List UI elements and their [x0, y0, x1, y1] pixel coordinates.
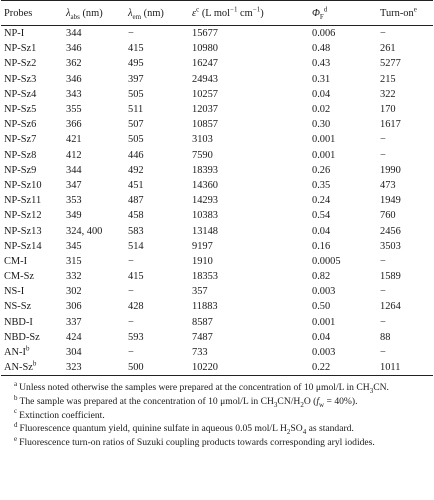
- abs-cell: 346: [66, 73, 82, 85]
- turn-on-cell: 88: [380, 331, 391, 343]
- table-row: [1, 117, 433, 132]
- quantum-yield-cell: 0.16: [312, 240, 331, 252]
- quantum-yield-cell: 0.35: [312, 179, 331, 191]
- probe-cell: NP-Sz7: [4, 134, 37, 146]
- turn-on-cell: 760: [380, 210, 396, 222]
- extinction-cell: 14360: [192, 179, 218, 191]
- quantum-yield-cell: 0.30: [312, 119, 331, 131]
- abs-cell: 362: [66, 58, 82, 70]
- table-row: [1, 178, 433, 193]
- turn-on-cell: 215: [380, 73, 396, 85]
- header-extinction: $\varepsilon^c$ (L mol$^{-1}$ $cm^{-1}$): [189, 1, 309, 26]
- table-row: [1, 330, 433, 345]
- table-row: [1, 163, 433, 178]
- probe-cell: NP-I: [4, 28, 25, 40]
- abs-cell: 346: [66, 43, 82, 55]
- table-row: [1, 315, 433, 330]
- quantum-yield-cell: 0.24: [312, 195, 331, 207]
- probe-cell: NP-Sz5: [4, 104, 37, 116]
- abs-cell: 412: [66, 149, 82, 161]
- table-row: [1, 269, 433, 284]
- abs-cell: 344: [66, 164, 82, 176]
- abs-cell: 343: [66, 88, 82, 100]
- turn-on-cell: −: [380, 316, 386, 328]
- abs-cell: 332: [66, 271, 82, 283]
- em-cell: −: [128, 28, 134, 40]
- abs-cell: 337: [66, 316, 82, 328]
- extinction-cell: 13148: [192, 225, 218, 237]
- table-row: [1, 360, 433, 376]
- table-row: [1, 26, 433, 42]
- table-row: [1, 223, 433, 238]
- turn-on-cell: 3503: [380, 240, 401, 252]
- table-row: [1, 56, 433, 71]
- table-row: [1, 208, 433, 223]
- em-cell: 505: [128, 88, 144, 100]
- table-row: [1, 284, 433, 299]
- quantum-yield-cell: 0.54: [312, 210, 331, 222]
- turn-on-cell: 1011: [377, 360, 433, 376]
- extinction-cell: 1910: [192, 255, 213, 267]
- extinction-cell: 357: [192, 286, 208, 298]
- extinction-cell: 10383: [192, 210, 218, 222]
- extinction-cell: 14293: [192, 195, 218, 207]
- em-cell: 415: [128, 43, 144, 55]
- extinction-cell: 24943: [192, 73, 218, 85]
- em-cell: 446: [128, 149, 144, 161]
- extinction-cell: 18393: [192, 164, 218, 176]
- em-cell: 492: [128, 164, 144, 176]
- quantum-yield-cell: 0.26: [312, 164, 331, 176]
- em-cell: 495: [128, 58, 144, 70]
- em-cell: 451: [128, 179, 144, 191]
- footnote-e: $^e$ Fluorescence turn-on ratios of Suzuki coupling products towards corresponding aryl iodides.: [14, 434, 375, 448]
- em-cell: −: [128, 316, 134, 328]
- photophysical-properties-table: [1, 0, 433, 376]
- turn-on-cell: 2456: [380, 225, 401, 237]
- abs-cell: 323: [63, 360, 125, 376]
- probe-cell: NP-Sz4: [4, 88, 37, 100]
- extinction-cell: 9197: [192, 240, 213, 252]
- em-cell: 511: [128, 104, 144, 116]
- table-header-row: [1, 1, 433, 26]
- turn-on-cell: 170: [380, 104, 396, 116]
- turn-on-cell: 1617: [380, 119, 401, 131]
- em-cell: 458: [128, 210, 144, 222]
- extinction-cell: 18353: [192, 271, 218, 283]
- em-cell: 505: [128, 134, 144, 146]
- probe-cell: NS-I: [4, 286, 25, 298]
- quantum-yield-cell: 0.50: [312, 301, 331, 313]
- turn-on-cell: −: [380, 347, 386, 359]
- table-row: [1, 102, 433, 117]
- em-cell: −: [128, 286, 134, 298]
- probe-cell: NP-Sz9: [4, 164, 37, 176]
- abs-cell: 345: [66, 240, 82, 252]
- quantum-yield-cell: 0.001: [312, 316, 336, 328]
- table-row: [1, 299, 433, 314]
- probe-cell: NS-Sz: [4, 301, 32, 313]
- quantum-yield-cell: 0.001: [312, 134, 336, 146]
- turn-on-cell: −: [380, 286, 386, 298]
- turn-on-cell: 1949: [380, 195, 401, 207]
- probe-cell: AN-Sz$^b$: [1, 360, 63, 376]
- em-cell: 507: [128, 119, 144, 131]
- quantum-yield-cell: 0.22: [309, 360, 377, 376]
- quantum-yield-cell: 0.04: [312, 331, 331, 343]
- turn-on-cell: 261: [380, 43, 396, 55]
- table-row: [1, 87, 433, 102]
- table-row: [1, 254, 433, 269]
- header-probes: Probes: [1, 1, 63, 26]
- turn-on-cell: 473: [380, 179, 396, 191]
- probe-cell: CM-I: [4, 255, 28, 267]
- quantum-yield-cell: 0.006: [312, 28, 336, 40]
- header-quantum-yield: $\Phi_F^d$: [309, 1, 377, 26]
- abs-cell: 344: [66, 28, 82, 40]
- turn-on-cell: −: [380, 255, 386, 267]
- em-cell: 500: [125, 360, 189, 376]
- extinction-cell: 3103: [192, 134, 213, 146]
- em-cell: −: [128, 255, 134, 267]
- probe-cell: $AN-I^b$: [4, 344, 30, 359]
- quantum-yield-cell: 0.0005: [312, 255, 341, 267]
- table-body: [1, 26, 433, 376]
- header-em: $\lambda_{em}$ (nm): [125, 1, 189, 26]
- em-cell: 415: [128, 271, 144, 283]
- extinction-cell: 10220: [189, 360, 309, 376]
- quantum-yield-cell: 0.31: [312, 73, 331, 85]
- probe-cell: NP-Sz2: [4, 58, 37, 70]
- em-cell: 593: [128, 331, 144, 343]
- turn-on-cell: −: [380, 134, 386, 146]
- extinction-cell: 11883: [192, 301, 218, 313]
- header-abs: $\lambda_{abs}$ (nm): [63, 1, 125, 26]
- abs-cell: 366: [66, 119, 82, 131]
- probe-cell: NBD-Sz: [4, 331, 40, 343]
- probe-cell: NP-Sz14: [4, 240, 42, 252]
- turn-on-cell: −: [380, 28, 386, 40]
- table-row: [1, 132, 433, 147]
- table-row: [1, 41, 433, 56]
- extinction-cell: 16247: [192, 58, 218, 70]
- footnote-c: $^c$ Extinction coefficient.: [14, 407, 105, 421]
- turn-on-cell: −: [380, 149, 386, 161]
- extinction-cell: 7487: [192, 331, 213, 343]
- footnote-d: $^d$ Fluorescence quantum yield, quinine sulfate in aqueous 0.05 mol/L $H_2SO_4$ as standard.: [14, 420, 354, 436]
- extinction-cell: 12037: [192, 104, 218, 116]
- probe-cell: NP-Sz12: [4, 210, 42, 222]
- turn-on-cell: 5277: [380, 58, 401, 70]
- extinction-cell: 733: [192, 347, 208, 359]
- table-row: [1, 148, 433, 163]
- footnote-a: $^a$ Unless noted otherwise the samples were prepared at the concentration of 10 μmol/L in $CH_3CN$.: [14, 380, 389, 396]
- em-cell: 514: [128, 240, 144, 252]
- quantum-yield-cell: 0.48: [312, 43, 331, 55]
- footnote-b: $^b$ The sample was prepared at the concentration of 10 μmol/L in $CH_3CN/H_2O$ $(f_w = 40\%)$.: [14, 393, 358, 409]
- quantum-yield-cell: 0.02: [312, 104, 331, 116]
- extinction-cell: 15677: [192, 28, 218, 40]
- em-cell: −: [128, 347, 134, 359]
- abs-cell: 302: [66, 286, 82, 298]
- probe-cell: NP-Sz11: [4, 195, 42, 207]
- table-row: [1, 72, 433, 87]
- abs-cell: 304: [66, 347, 82, 359]
- turn-on-cell: 322: [380, 88, 396, 100]
- abs-cell: 355: [66, 104, 82, 116]
- abs-cell: 424: [66, 331, 82, 343]
- abs-cell: 349: [66, 210, 82, 222]
- em-cell: 428: [128, 301, 144, 313]
- table-row: [1, 345, 433, 360]
- abs-cell: 324, 400: [66, 225, 103, 237]
- table-row: [1, 193, 433, 208]
- abs-cell: 306: [66, 301, 82, 313]
- quantum-yield-cell: 0.003: [312, 347, 336, 359]
- quantum-yield-cell: 0.001: [312, 149, 336, 161]
- turn-on-cell: 1589: [380, 271, 401, 283]
- quantum-yield-cell: 0.003: [312, 286, 336, 298]
- turn-on-cell: 1264: [380, 301, 401, 313]
- abs-cell: 421: [66, 134, 82, 146]
- abs-cell: 315: [66, 255, 82, 267]
- table-row: [1, 239, 433, 254]
- probe-cell: NP-Sz8: [4, 149, 37, 161]
- em-cell: 397: [128, 73, 144, 85]
- probe-footnote-mark: b: [32, 359, 37, 368]
- probe-cell: NP-Sz6: [4, 119, 37, 131]
- quantum-yield-cell: 0.43: [312, 58, 331, 70]
- probe-cell: NBD-I: [4, 316, 33, 328]
- footnotes: [4, 382, 428, 449]
- probe-cell: NP-Sz13: [4, 225, 42, 237]
- header-turn-on: Turn-$on^e$: [377, 1, 433, 26]
- extinction-cell: 10857: [192, 119, 218, 131]
- probe-cell: NP-Sz10: [4, 179, 42, 191]
- em-cell: 487: [128, 195, 144, 207]
- quantum-yield-cell: 0.82: [312, 271, 331, 283]
- probe-footnote-mark: b: [25, 344, 30, 353]
- probe-cell: NP-Sz3: [4, 73, 37, 85]
- extinction-cell: 7590: [192, 149, 213, 161]
- probe-cell: NP-Sz1: [4, 43, 37, 55]
- quantum-yield-cell: 0.04: [312, 88, 331, 100]
- quantum-yield-cell: 0.04: [312, 225, 331, 237]
- abs-cell: 353: [66, 195, 82, 207]
- em-cell: 583: [128, 225, 144, 237]
- abs-cell: 347: [66, 179, 82, 191]
- extinction-cell: 10257: [192, 88, 218, 100]
- extinction-cell: 10980: [192, 43, 218, 55]
- probe-cell: CM-Sz: [4, 271, 35, 283]
- turn-on-cell: 1990: [380, 164, 401, 176]
- extinction-cell: 8587: [192, 316, 213, 328]
